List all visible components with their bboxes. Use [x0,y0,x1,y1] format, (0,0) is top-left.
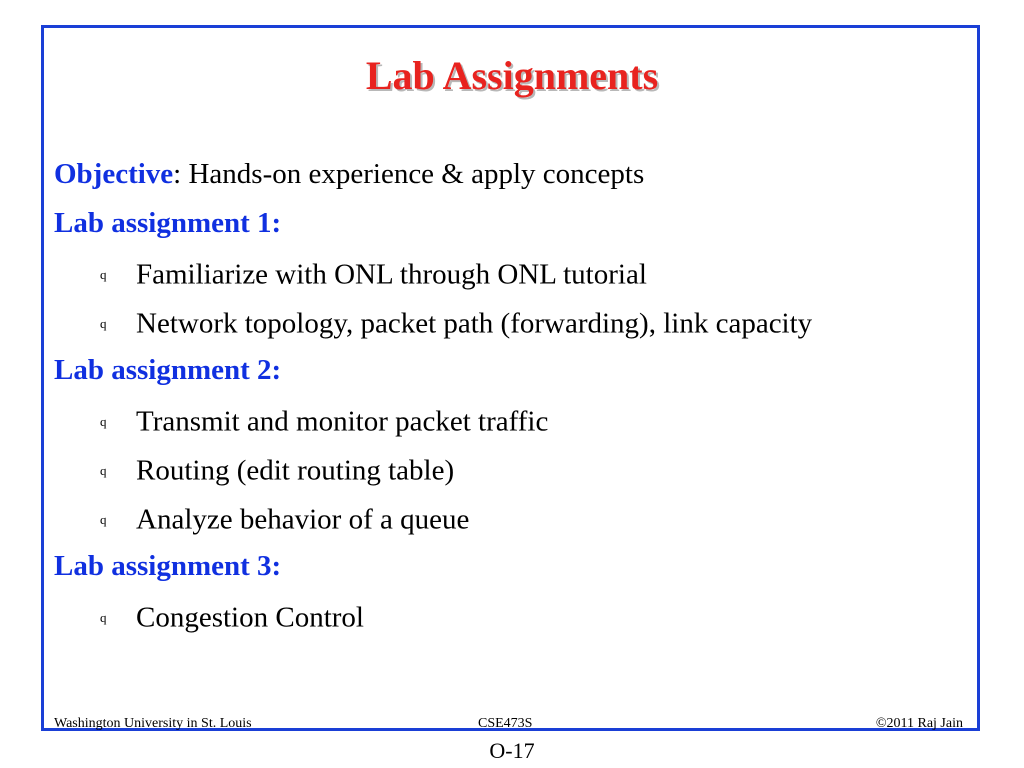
bullet-text: Transmit and monitor packet traffic [136,405,549,438]
section-heading-1: Lab assignment 1: [54,207,282,239]
bullet-item [100,303,812,341]
footer-center: CSE473S [478,716,533,731]
bullet-text: Network topology, packet path (forwarding), link capacity [136,307,813,340]
bullet-text: Analyze behavior of a queue [136,503,470,536]
slide-title: Lab Assignments [365,53,659,98]
footer-left: Washington University in St. Louis [54,716,252,731]
bullet-text: Familiarize with ONL through ONL tutorial [136,258,647,291]
bullet-item [100,401,548,439]
objective-text: : Hands-on experience & apply concepts [173,158,645,190]
bullet-item [100,254,647,292]
bullet-text: Congestion Control [136,601,364,634]
bullet-icon: q [100,267,107,283]
bullet-icon: q [100,316,107,332]
bullet-item [100,450,454,488]
page-number: O-17 [489,738,535,763]
section-heading-3: Lab assignment 3: [54,550,282,582]
objective-line [54,156,644,192]
footer-right: ©2011 Raj Jain [875,716,963,731]
bullet-icon: q [100,610,107,626]
objective-label: Objective [54,158,174,190]
bullet-icon: q [100,414,107,430]
bullet-text: Routing (edit routing table) [136,454,455,487]
bullet-item [100,499,469,537]
section-heading-2: Lab assignment 2: [54,354,282,386]
bullet-icon: q [100,463,107,479]
bullet-item [100,597,364,635]
bullet-icon: q [100,512,107,528]
